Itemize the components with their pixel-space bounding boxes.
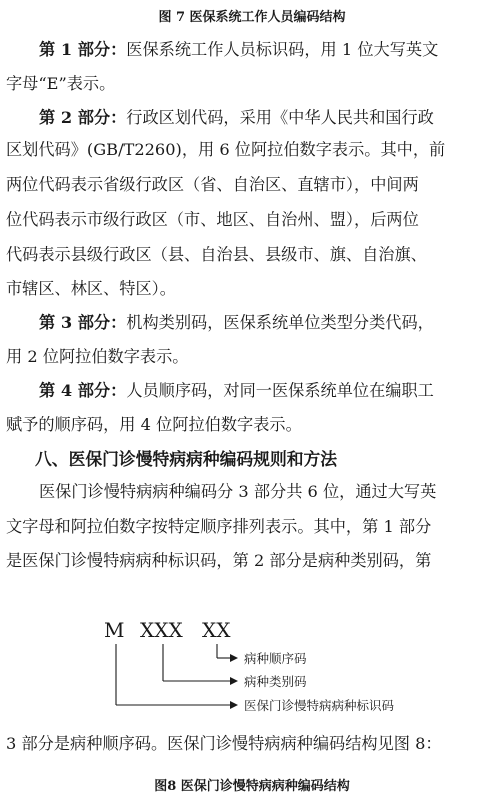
part-1-label: 第 1 部分： (39, 40, 127, 59)
part-3-line-2: 用 2 位阿拉伯数字表示。 (6, 347, 189, 366)
part-3-text-1: 机构类别码，医保系统单位类型分类代码， (126, 313, 434, 332)
part-4-text-1: 人员顺序码，对同一医保系统单位在编职工 (126, 381, 434, 400)
part-4-line-2: 赋予的顺序码，用 4 位阿拉伯数字表示。 (6, 415, 302, 434)
label-sequence: 病种顺序码 (244, 651, 307, 666)
figure-8-caption: 图8 医保门诊慢特病病种编码结构 (154, 779, 350, 794)
part-2-label: 第 2 部分： (39, 108, 127, 127)
figure-7-caption: 图 7 医保系统工作人员编码结构 (158, 10, 346, 25)
label-category: 病种类别码 (244, 674, 307, 689)
part-3-line-1 (39, 313, 434, 333)
arrow-category (230, 677, 238, 685)
section-8-line-1: 医保门诊慢特病病种编码分 3 部分共 6 位，通过大写英 (39, 482, 437, 501)
part-2-line-3: 两位代码表示省级行政区（省、自治区、直辖市），中间两 (6, 175, 419, 194)
section-8-line-4: 3 部分是病种顺序码。医保门诊慢特病病种编码结构见图 8： (6, 734, 442, 753)
part-1-line-1 (39, 40, 438, 60)
part-2-line-6: 市辖区、林区、特区）。 (6, 279, 176, 298)
part-2-line-4: 位代码表示市级行政区（市、地区、自治州、盟），后两位 (6, 210, 419, 229)
part-1-text-1: 医保系统工作人员标识码，用 1 位大写英文 (126, 40, 439, 59)
arrow-sequence (230, 654, 238, 662)
section-8-line-3: 是医保门诊慢特病病种标识码，第 2 部分是病种类别码，第 (6, 551, 432, 570)
arrow-id (230, 701, 238, 709)
section-8-line-2: 文字母和阿拉伯数字按特定顺序排列表示。其中，第 1 部分 (6, 517, 432, 536)
part-4-label: 第 4 部分： (39, 381, 127, 400)
code-xxx: XXX (140, 618, 183, 642)
part-4-line-1 (39, 381, 434, 401)
label-identifier: 医保门诊慢特病病种标识码 (244, 698, 395, 713)
part-2-line-2: 区划代码》(GB/T2260)，用 6 位阿拉伯数字表示。其中，前 (6, 140, 446, 159)
section-8-heading: 八、医保门诊慢特病病种编码规则和方法 (35, 449, 338, 469)
code-xx: XX (202, 618, 231, 642)
part-1-line-2: 字母“E”表示。 (6, 74, 116, 93)
part-2-line-5: 代码表示县级行政区（县、自治县、县级市、旗、自治旗、 (6, 245, 427, 264)
figure-8-diagram (0, 600, 504, 725)
part-3-label: 第 3 部分： (39, 313, 127, 332)
part-2-line-1 (39, 108, 434, 128)
code-m: M (104, 618, 125, 642)
part-2-text-1: 行政区划代码，采用《中华人民共和国行政 (126, 108, 434, 127)
